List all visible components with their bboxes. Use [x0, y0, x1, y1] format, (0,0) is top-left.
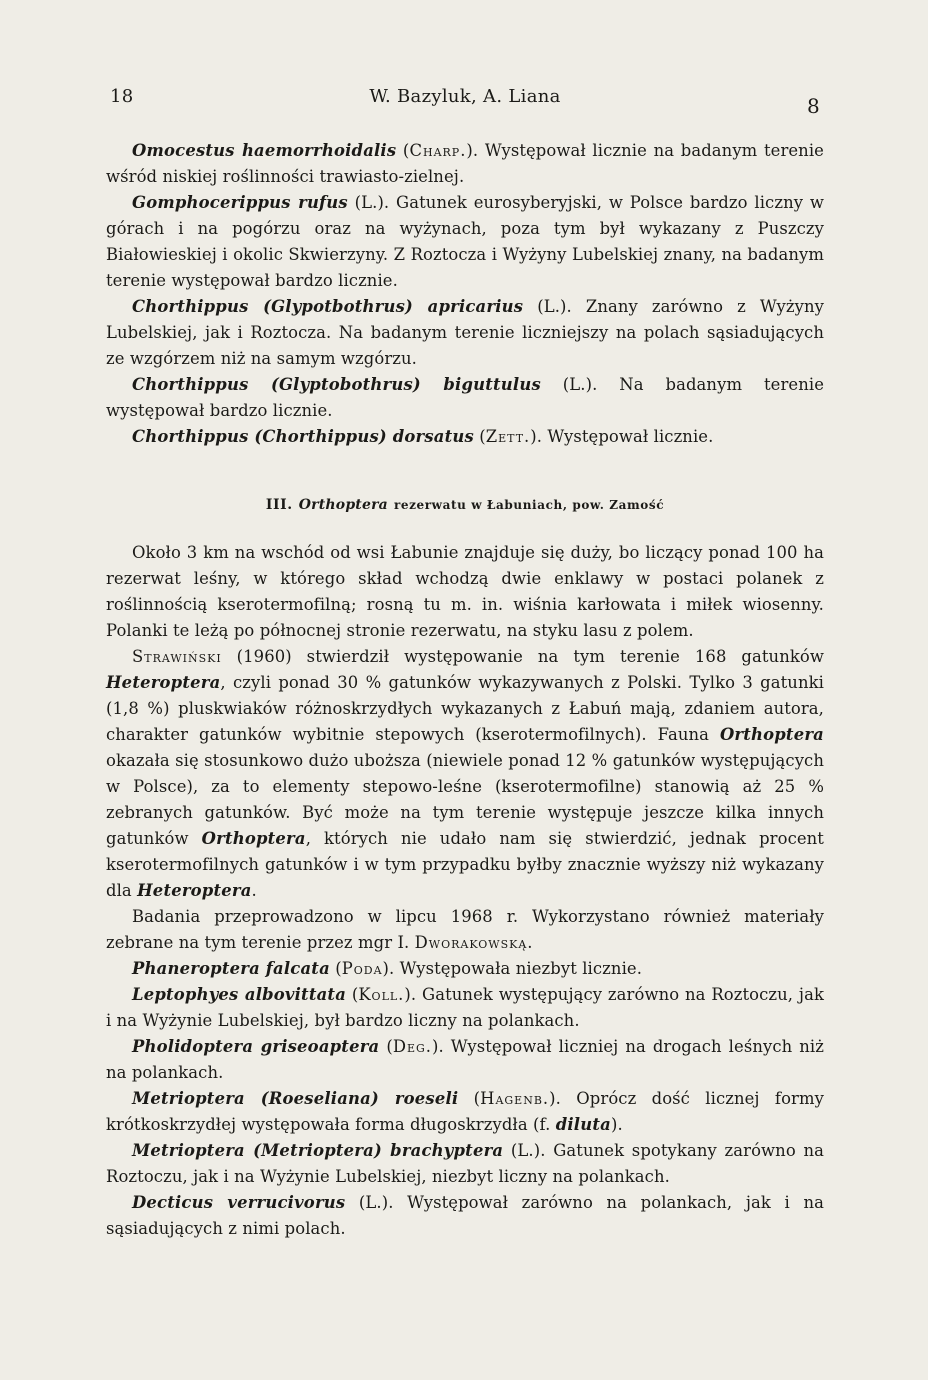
cited-author: Dworakowską — [414, 933, 528, 952]
species-name: Omocestus haemorrhoidalis — [132, 141, 397, 160]
species-author: Deg. — [392, 1037, 432, 1056]
taxon-name: Orthoptera — [719, 725, 824, 744]
section-heading — [106, 492, 824, 518]
species-author: Koll. — [358, 985, 405, 1004]
species-paragraph: Omocestus haemorrhoidalis (Charp.). Występował licznie na badanym terenie wśród niskiej roślinności trawiasto-zielnej. — [106, 141, 824, 186]
section-number: III. — [265, 497, 293, 513]
species-name: Chorthippus (Glypotbothrus) apricarius — [132, 297, 524, 316]
species-paragraph: Chorthippus (Glyptobothrus) biguttulus (L.). Na badanym terenie występował bardzo licznie. — [106, 375, 824, 420]
taxon-name: Heteroptera — [106, 673, 221, 692]
section-taxon: Orthoptera — [298, 497, 388, 513]
running-header — [110, 86, 820, 118]
body-text — [106, 138, 824, 1242]
species-name: Pholidoptera griseoaptera — [132, 1037, 380, 1056]
species-paragraph: Chorthippus (Glypotbothrus) apricarius (L.). Znany zarówno z Wyżyny Lubelskiej, jak i Roztocza. Na badanym terenie liczniejszy na polach sąsiadujących ze wzgórzem niż na samym wzgórzu. — [106, 297, 824, 368]
species-name: Metrioptera (Metrioptera) brachyptera — [132, 1141, 504, 1160]
species-paragraph: Pholidoptera griseoaptera (Deg.). Występował liczniej na drogach leśnych niż na polankach. — [106, 1037, 824, 1082]
species-author: Charp. — [409, 141, 467, 160]
form-name: diluta — [555, 1115, 611, 1134]
species-paragraph: Metrioptera (Metrioptera) brachyptera (L.). Gatunek spotykany zarówno na Roztoczu, jak i na Wyżynie Lubelskiej, niezbyt liczny na polankach. — [106, 1141, 825, 1186]
species-paragraph: Phaneroptera falcata (Poda). Występowała niezbyt licznie. — [132, 959, 643, 978]
species-name: Decticus verrucivorus — [132, 1193, 346, 1212]
fold-mark: 8 — [806, 94, 820, 118]
species-name: Chorthippus (Chorthippus) dorsatus — [132, 427, 474, 446]
species-name: Leptophyes albovittata — [132, 985, 347, 1004]
species-paragraph: Leptophyes albovittata (Koll.). Gatunek występujący zarówno na Roztoczu, jak i na Wyżynie Lubelskiej, był bardzo liczny na polankach. — [106, 985, 824, 1030]
species-paragraph: Chorthippus (Chorthippus) dorsatus (Zett.). Występował licznie. — [132, 427, 714, 446]
species-author: Poda — [341, 959, 383, 978]
cited-author: Strawiński — [132, 647, 222, 666]
species-paragraph: Decticus verrucivorus (L.). Występował zarówno na polankach, jak i na sąsiadujących z nimi polach. — [106, 1193, 824, 1238]
species-paragraph: Metrioptera (Roeseliana) roeseli (Hagenb.). Oprócz dość licznej formy krótkoskrzydłej występowała forma długoskrzydła (f. diluta). — [106, 1089, 824, 1134]
species-name: Metrioptera (Roeseliana) roeseli — [132, 1089, 459, 1108]
species-name: Phaneroptera falcata — [132, 959, 330, 978]
page-number: 18 — [110, 86, 134, 107]
body-paragraph: Badania przeprowadzono w lipcu 1968 r. Wykorzystano również materiały zebrane na tym terenie przez mgr I. Dworakowską. — [106, 907, 824, 952]
species-name: Gomphocerippus rufus — [132, 193, 348, 212]
species-name: Chorthippus (Glyptobothrus) biguttulus — [132, 375, 541, 394]
taxon-name: Orthoptera — [201, 829, 306, 848]
species-paragraph: Gomphocerippus rufus (L.). Gatunek eurosyberyjski, w Polsce bardzo liczny w górach i na pogórzu oraz na wyżynach, poza tym był wykazany z Puszczy Białowieskiej i okolic Skwierzyny. Z Roztocza i Wyżyny Lubelskiej znany, na badanym terenie występował bardzo licznie. — [106, 193, 825, 290]
body-paragraph: Około 3 km na wschód od wsi Łabunie znajduje się duży, bo liczący ponad 100 ha rezerwat leśny, w którego skład wchodzą dwie enklawy w postaci polanek z roślinnością kserotermofilną; rosną tu m. in. wiśnia karłowata i miłek wiosenny. Polanki te leżą po północnej stronie rezerwatu, na styku lasu z polem. — [106, 543, 824, 640]
running-head-authors: W. Bazyluk, A. Liana — [369, 86, 561, 107]
taxon-name: Heteroptera — [137, 881, 252, 900]
body-paragraph: Strawiński (1960) stwierdził występowanie na tym terenie 168 gatunków Heteroptera, czyli ponad 30 % gatunków wykazywanych z Polski. Tylko 3 gatunki (1,8 %) pluskwiaków różnoskrzydłych wykazanych z Łabuń mają, zdaniem autora, charakter gatunków wybitnie stepowych (kserotermofilnych). Fauna Orthoptera okazała się stosunkowo dużo uboższa (niewiele ponad 12 % gatunków występujących w Polsce), za to elementy stepowo-leśne (kserotermofilne) stanowią aż 25 % zebranych gatunków. Być może na tym terenie występuje jeszcze kilka innych gatunków Orthoptera, których nie udało nam się stwierdzić, jednak procent kserotermofilnych gatunków i w tym przypadku byłby znacznie wyższy niż wykazany dla Heteroptera. — [106, 647, 824, 900]
species-author: Zett. — [485, 427, 531, 446]
section-title: rezerwatu w Łabuniach, pow. Zamość — [393, 498, 665, 512]
species-author: Hagenb. — [480, 1089, 550, 1108]
